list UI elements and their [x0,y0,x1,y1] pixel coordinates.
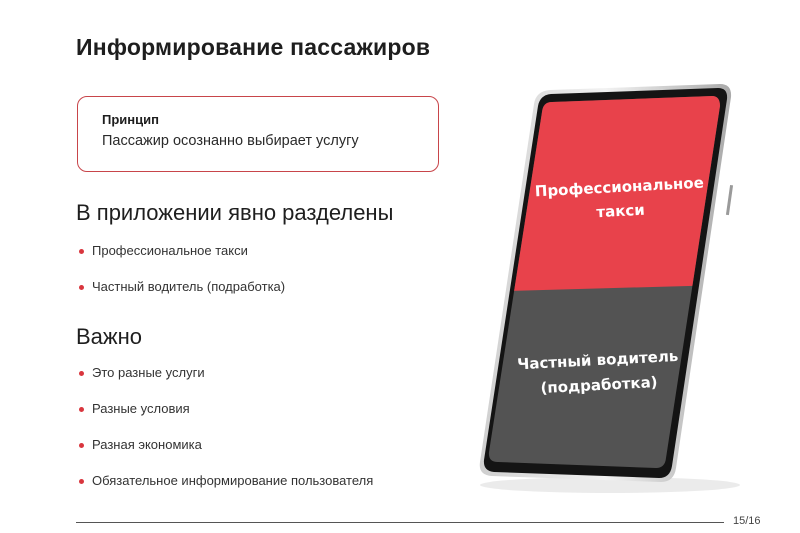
phone-label-pro-taxi-line1: Профессиональное [534,173,705,201]
list-item: Частный водитель (подработка) [79,278,285,296]
page-number: 15/16 [733,515,761,527]
bullet-dot-icon [79,479,84,484]
principle-box [77,96,439,172]
list-item: Профессиональное такси [79,242,285,260]
bullet-dot-icon [79,249,84,254]
bullet-dot-icon [79,407,84,412]
principle-text: Пассажир осознанно выбирает услугу [102,133,359,149]
phone-mockup [470,80,760,500]
phone-label-private-driver-line2: (подработка) [540,373,659,398]
bullet-dot-icon [79,371,84,376]
list-item: Разная экономика [79,436,373,454]
phone-illustration [470,80,760,500]
footer-divider [76,522,724,523]
list-item: Разные условия [79,400,373,418]
phone-label-private-driver-line1: Частный водитель [516,346,679,374]
list-item: Обязательное информирование пользователя [79,472,373,490]
section-heading-important: Важно [76,324,143,349]
slide-title: Информирование пассажиров [76,34,431,60]
phone-label-pro-taxi-line2: такси [595,200,646,222]
list-item: Это разные услуги [79,364,373,382]
separated-list [79,242,285,314]
important-list [79,364,373,508]
principle-title: Принцип [102,112,159,127]
bullet-dot-icon [79,443,84,448]
bullet-dot-icon [79,285,84,290]
section-heading-separated: В приложении явно разделены [76,200,394,225]
